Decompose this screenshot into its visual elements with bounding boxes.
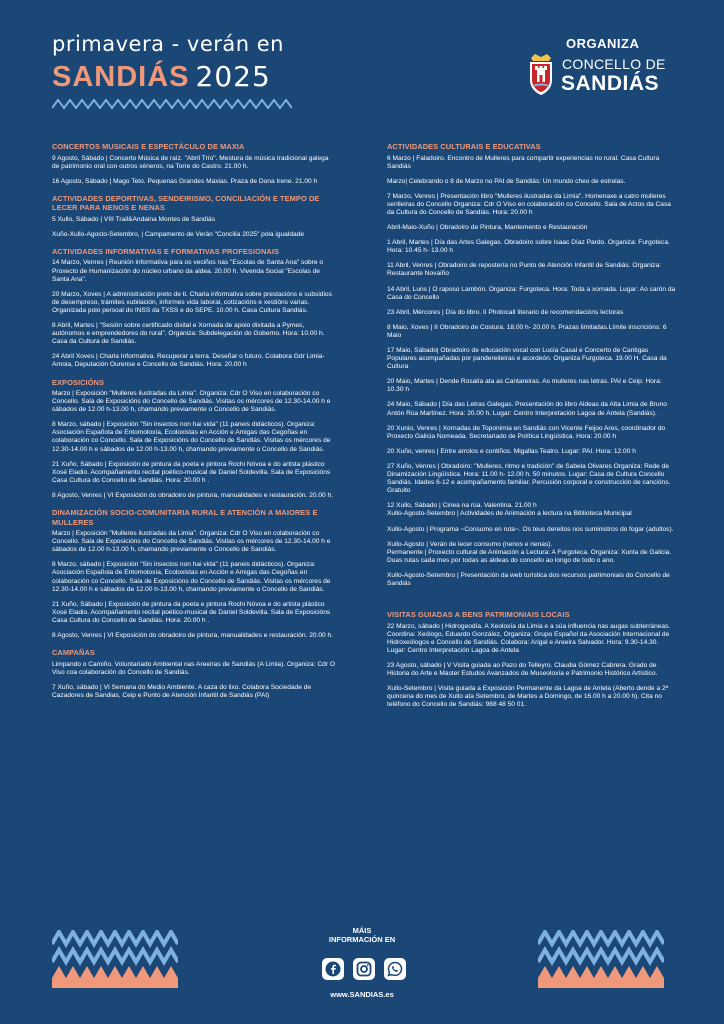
- program-entry: 22 Marzo, sábado | Hidrogeodía. A Xeoloxía da Limia e a súa influencia nas augas subterráneas. Coordina: Xeólogo, Eduardo González, Organiza: Grupo Español da Asociación Internacional de Hidroxeólogos e Concello de Sandiás. Colabora: Arigal e Areeira Salvador. Hora: 9.30-14.30. Lugar: Centro Interpretación Lagoa de Antela: [387, 622, 671, 654]
- coat-of-arms-icon: [527, 52, 555, 96]
- program-entry: 27 Xuño, Venres | Obradoiro: "Mulleres, ritmo e tradición" de Sabela Olivares Organiza: Rede de Dinamización Lingüística. Hora: 11.00 h- 12.00 h. 50 minutos. Lugar: Casa de Cultura Concello Sandiás. Idades 6-12 e acompañamento familiar. Percusión corporal e construcción de cancións. Gratuito: [387, 462, 671, 495]
- section-title: ACTIVIDADES CULTURAIS E EDUCATIVAS: [387, 142, 541, 151]
- program-entry: 8 Agosto, Venres | VI Exposición do obradoiro de pintura, manualidades e restauración. 20.00 h.: [52, 631, 334, 639]
- instagram-icon[interactable]: [353, 958, 375, 980]
- program-entry: 6 Marzo | Faladoiro. Encontro de Mulleres para compartir experiencias no rural. Casa Cultura Sandiás: [387, 154, 660, 170]
- program-entry: 20 Xuño, venres | Entre arrolos e contiños. Migallas Teatro. Lugar: PAI. Hora: 12.00 h: [387, 447, 636, 455]
- program-entry: Marzo| Celebrando o 8 de Marzo no PAI de Sandiás: Un mundo cheo de estrelas.: [387, 177, 626, 185]
- program-entry: 23 Agosto, sábado | V Visita guiada ao Pazo do Telleyro. Claudia Gómez Cabrera. Grado de Historia do Arte e Master Estudos Avanzados de Museoloxía e Patrimonio Histórico Artístico.: [387, 661, 658, 678]
- program-section: [52, 194, 337, 239]
- facebook-icon[interactable]: [322, 958, 344, 980]
- program-entry: 8 Marzo, sábado | Exposición "Sin insectos non hai vida" (11 paneis didácticos). Organiza: Asociación Española de Entomoloxía, Ecoloxistas en Acción e Amigas das Cegoñas en colaboración co Concello. Sala de Exposicións do Concello de Sandiás. Visitas os mércores de 12.30-14.00 h e sábados de 12.00 h-13.00 h, chamando previamente o Concello de Sandiás.: [52, 561, 331, 593]
- program-entry: 21 Xuño, Sábado | Exposición de pintura da poeta e pintora Rochi Nóvoa e do artista plástico Xosé Eladio. Acompañamento recital poético-musical de Daniel Soldevilla. Sala de Exposicións Casa Cultura do Concello de Sandiás. Hora: 20.00 h .: [52, 600, 331, 624]
- program-entry: 14 Marzo, Venres | Reunión informativa para os veciños nas "Escolas de Santa Ana" sobre o Proxecto de Humanización do núcleo urbano da aldea. 20.00 h. Vivenda Social "Escolas de Santa Ana".: [52, 259, 324, 283]
- program-entry: Xullo-Agosto | Verán de lecer consumo (nenos e nenas). Permanente | Proxecto cultural de Animación a Lectura: A Furgoteca. Organiza: Xunta de Galicia. Duas rutas cada mes por todas as aldeas do concello ao longo de todo o ano.: [387, 540, 672, 564]
- program-entry: Xuño-Xullo-Agosto-Setembro, | Campamento de Verán "Concilia 2025" pola igualdade: [52, 230, 304, 238]
- website-link[interactable]: www.SANDIAS.es: [330, 990, 394, 999]
- program-entry: 8 Abril, Martes | "Sesión sobre certificado dixital e Xornada de apoio dixitada a Pymes, autónomos e emprendedores do rural". Organiza: Subdelegación do Goberno. Hora: 10.00 h. Casa da Cultura de Sandiás.: [52, 322, 325, 346]
- program-entry: 7 Marzo, Venres | Presentación libro "Mulleres ilustradas da Limia". Homenaxe a catro mulleres senlleiras do Concello Organiza: Cdr O Viso en colaboración co Concello. Sala de Actos da Casa da Cultura do Concello de Sandiás. Hora: 20.00 h: [387, 192, 671, 216]
- program-section: [387, 142, 677, 588]
- right-column: [387, 142, 677, 717]
- program-entry: 8 Marzo, sábado | Exposición "Sin insectos non hai vida" (11 paneis didácticos). Organiza: Asociación Española de Entomoloxía, Ecoloxistas en Acción e Amigas das Cegoñas en colaboración co Concello. Sala de Exposicións do Concello de Sandiás. Visitas os mércores de 12.30-14.00 h e sábados de 12.00 h-13.00 h, chamando previamente o Concello de Sandiás.: [52, 421, 331, 453]
- program-section: [52, 247, 337, 370]
- header-year: 2025: [195, 60, 271, 93]
- program-entry: Abril-Maio-Xuño | Obradoiro de Pintura, Mantemento e Restauración: [387, 224, 588, 232]
- program-entry: 1 Abril, Martes | Día das Artes Galegas. Obradoiro sobre Isaac Díaz Pardo. Organiza: Furgoteca. Hora: 10.45 h- 13.00 h: [387, 239, 670, 255]
- section-title: CAMPAÑAS: [52, 648, 95, 658]
- program-entry: 5 Xullo, Sábado | VIII Trail&Andaina Montes de Sandiás: [52, 215, 215, 223]
- section-title: EXPOSICIÓNS: [52, 377, 105, 387]
- program-entry: 14 Abril, Luns | O raposo Lambón. Organiza: Furgoteca. Hora: Toda a xornada. Lugar: Ao carón da Casa do Concello: [387, 285, 676, 301]
- organizer-concello: CONCELLO DE: [562, 56, 666, 72]
- program-entry: 24 Maio, Sábado | Día das Letras Galegas. Presentación do libro Aldeas da Alta Limia de Bruno Antón Rúa Martínez. Hora: 20.00 h. Lugar: Centro Interpretación Lagoa de Antela (Sandiás).: [387, 401, 667, 417]
- header-subtitle: primavera - verán en: [52, 32, 284, 56]
- program-section: [52, 142, 337, 186]
- left-column: [52, 142, 337, 708]
- program-section: [52, 378, 337, 501]
- section-title: ACTIVIDADES DEPORTIVAS, SENDEIRISMO, CONCILIACIÓN E TEMPO DE LECER PARA NENOS E NENAS: [52, 193, 320, 213]
- section-title: VISITAS GUIADAS A BENS PATRIMONIAIS LOCAIS: [387, 610, 570, 620]
- program-entry: 20 Marzo, Xoves | A administración preto de ti. Charla informativa sobre prestacións e subsidios de desempreso, trámites xubilación, informes vida laboral, cotizacións e xestións varias. Organizada polo persoal do INSS da TXSS e do SEPE. 10.00 h. Casa Cultura Sandiás.: [52, 290, 332, 314]
- program-entry: 24 Abril Xoves | Charla Informativa. Recuperar a terra. Deseñar o futuro. Colabora Gdr Limia-Arnoia, Deputación Ourense e Concello de Sandiás. Hora: 20.00 h: [52, 353, 325, 369]
- program-entry: 11 Abril, Venres | Obradoiro de repostería no Punto de Atención Infantil de Sandiás. Organiza: Restaurante Novaiño: [387, 262, 661, 278]
- program-entry: 21 Xuño, Sábado | Exposición de pintura da poeta e pintora Rochi Nóvoa e do artista plástico Xosé Eladio. Acompañamento recital poético-musical de Daniel Soldevilla. Sala de Exposicións Casa Cultura do Concello de Sandiás. Hora: 20.00 h .: [52, 460, 331, 484]
- program-entry: Marzo | Exposición "Mulleres ilustradas da Limia". Organiza: Cdr O Viso en colaboración co Concello. Sala de Exposicións do Concello de Sandiás. Visitas os mércores de 12.30-14.00 h e sábados de 12.00 h-13.00 h, chamando previamente o Concello de Sandiás.: [52, 390, 331, 414]
- program-entry: 7 Xuño, sábado | VI Semana do Medio Ambiente. A caza do lixo. Colabora Sociedade de Cazadores de Sandias, Ceip e Punto de Atención Infantil de Sandiás (PAI): [52, 683, 312, 699]
- program-entry: Xullo-Setembro | Visita guiada a Exposición Permanente da Lagoa de Antela (Aberto dende a 2ª quincena do mes de Xullo ata Setembro, de Martes a Domingo, de 16.00 h a 20.00 h). Cita no teléfono do Concello de Sandiás: 988 48 50 01.: [387, 685, 669, 709]
- footer-zigzag-left: [52, 930, 178, 988]
- more-info-line2: INFORMACIÓN EN: [328, 935, 396, 944]
- more-info: [300, 926, 424, 944]
- program-entry: 8 Agosto, Venres | VI Exposición do obradoiro de pintura, manualidades e restauración. 20.00 h.: [52, 491, 334, 499]
- program-entry: 20 Xunio, Venres | Xornadas de Toponimia en Sandiás con Vicente Feijoo Ares, coordinador do Proxecto Galicia Nomeada. Secretariado de Política Lingüística. Hora: 20.00 h: [387, 424, 666, 440]
- program-entry: 8 Maio, Xoves | II Obradoiro de Costura. 18.00 h- 20.00 h. Prazas limitadas.Límite inscricións: 6 Maio: [387, 323, 667, 339]
- program-entry: Xullo-Agosto-Setembro | Presentación da web turística dos recursos patrimoniais do Concello de Sandiás: [387, 571, 670, 587]
- whatsapp-icon[interactable]: [384, 958, 406, 980]
- section-title: DINAMIZACIÓN SOCIO-COMUNITARIA RURAL E ATENCIÓN A MAIORES E MULLERES: [52, 508, 318, 527]
- organizer-label: ORGANIZA: [566, 36, 640, 51]
- program-entry: Marzo | Exposición "Mulleres ilustradas da Limia". Organiza: Cdr O Viso en colaboración co Concello. Sala de Exposicións do Concello de Sandiás. Visitas os mércores de 12.30-14.00 h e sábados de 12.00 h-13.00 h, chamando previamente o Concello de Sandiás.: [52, 530, 331, 554]
- header-title-name: SANDIÁS: [52, 61, 190, 93]
- program-section: [52, 648, 337, 700]
- program-entry: 16 Agosto, Sábado | Mago Teto. Pequenas Grandes Maxias. Praza de Dona Irene. 21.00 h: [52, 177, 318, 185]
- program-entry: 23 Abril, Mércores | Día do libro. II Photocall literario de recomendacións lectoras: [387, 308, 624, 316]
- program-entry: Xullo-Agosto | Programa ~Consumo en ruta~. Os teus dereitos nos suministros do fogar (adultos).: [387, 525, 674, 533]
- header-title: [52, 60, 271, 94]
- section-title: CONCERTOS MUSICAIS E ESPECTÁCULO DE MAXIA: [52, 142, 245, 151]
- program-section: [387, 610, 677, 709]
- program-entry: 12 Xullo, Sábado | Cinea na rúa. Valentina. 21.00 h Xullo-Agosto-Setembro | Actividades de Animación a lectura na Biblioteca Municipal: [387, 502, 632, 518]
- program-entry: 9 Agosto, Sábado | Concerto Música de raíz. "Abril Trío". Mestura de música tradicional galega de patrimonio oral con outros xéneros, na Torre do Castro. 21.00 h.: [52, 154, 329, 170]
- social-links: [322, 958, 406, 980]
- organizer-name: SANDIÁS: [561, 72, 660, 95]
- program-entry: 17 Maio, Sábado| Obradoiro de educación vocal con Lucía Casal e Concerto de Cantigas Populares acompañadas por pandereiteiras e acordeón. Organiza Furgoteca. 19.00 H. Casa da Cultura: [387, 347, 667, 371]
- section-title: ACTIVIDADES INFORMATIVAS E FORMATIVAS PROFESIONAIS: [52, 246, 279, 256]
- footer-zigzag-right: [538, 930, 664, 988]
- program-entry: Limpando o Camiño. Voluntariado Ambiental nas Areeiras de Sandiás (A Limia). Organiza: Cdr O Viso coa colaboración do Concello de Sandiás.: [52, 660, 335, 676]
- header-zigzag: [52, 98, 292, 110]
- program-entry: 20 Maio, Martes | Dende Rosalía ata as Cantareiras. As mulleres nas letras. PAI e Ceip. Hora: 10.30 h: [387, 378, 662, 394]
- program-section: [52, 508, 337, 640]
- more-info-line1: MÁIS: [352, 926, 372, 935]
